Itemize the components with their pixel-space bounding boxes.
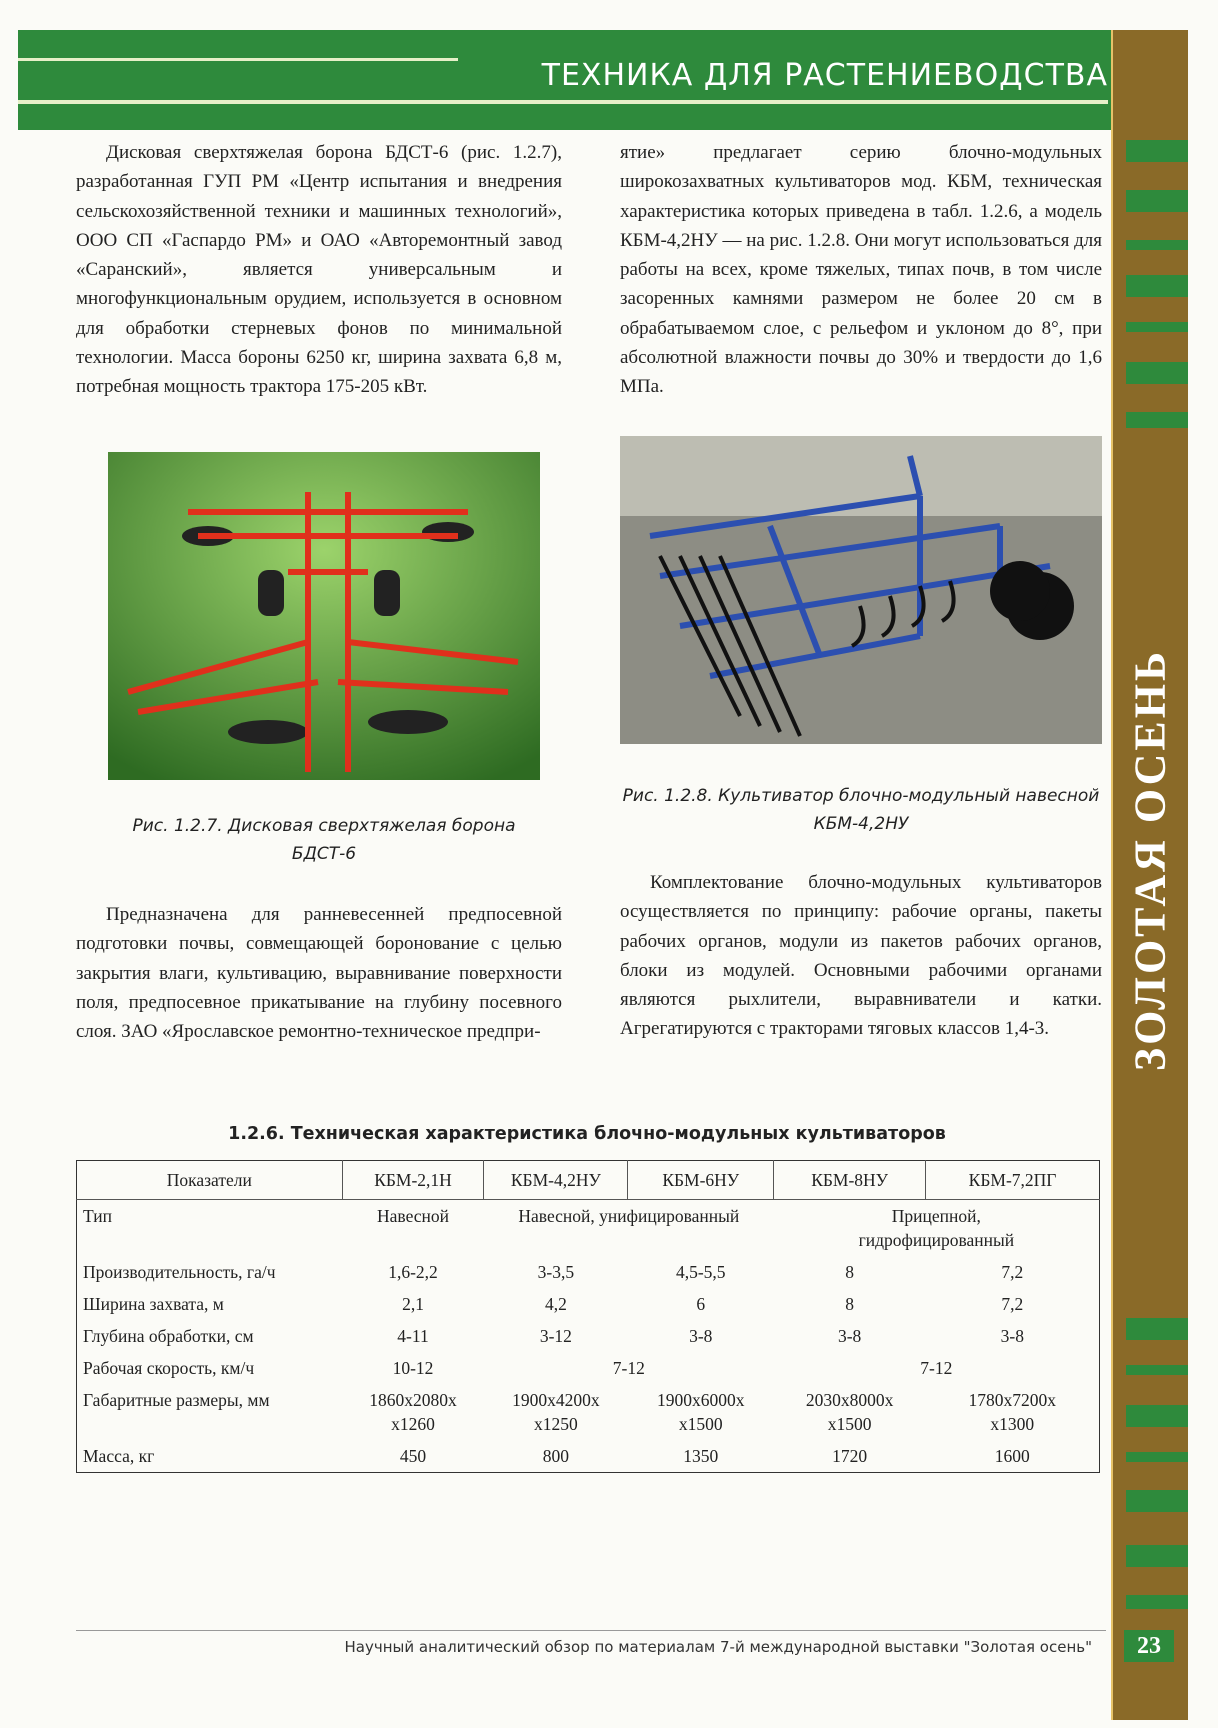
footer-text: Научный аналитический обзор по материалам 7-й международной выставки "Золотая осень": [344, 1638, 1092, 1656]
rail-block: [1126, 1595, 1188, 1609]
table-cell: 1600: [994, 1446, 1030, 1466]
table-cell: 4,5-5,5: [675, 1262, 726, 1282]
table-header-row: [77, 1161, 1100, 1200]
rail-block: [1126, 1452, 1188, 1462]
table-row: [77, 1288, 1100, 1320]
header-stripe: [18, 58, 458, 61]
table-cell: 7,2: [1001, 1294, 1024, 1314]
rail-block: [1126, 362, 1188, 384]
right-paragraph-2: Комплектование блочно-модульных культиваторов осуществляется по принципу: рабочие органы, пакеты рабочих органов, модули из пакетов рабочих органов, блоки из модулей. Основными рабочими органами являются рыхлители, выравниватели и катки. Агрегатируются с тракторами тяговых классов 1,4-3.: [620, 872, 1102, 1040]
table-cell: 4-11: [397, 1326, 429, 1346]
table-cell: Навесной, унифицированный: [518, 1206, 740, 1226]
table-cell: Прицепной, гидрофицированный: [858, 1206, 1015, 1250]
table-header: КБМ-6НУ: [628, 1161, 774, 1200]
harrow-caption: Рис. 1.2.7. Дисковая сверхтяжелая борона БДСТ-6: [132, 816, 516, 864]
table-cell: 4,2: [544, 1294, 567, 1314]
table-cell: 800: [542, 1446, 570, 1466]
right-paragraph-1: ятие» предлагает серию блочно-модульных широкозахватных культиваторов мод. КБМ, техническая характеристика которых приведена в табл. 1.2.6, а модель КБМ-4,2НУ — на рис. 1.2.8. Они могут использоваться для работы на всех, кроме тяжелых, типах почв, в том числе засоренных камнями размером не более 20 см в обрабатываемом слое, с рельефом и уклоном до 8°, при абсолютной влажности почвы до 30% и твердости до 1,6 МПа.: [620, 142, 1102, 398]
table-row: [77, 1384, 1100, 1440]
table-cell: 450: [399, 1446, 427, 1466]
rail-block: [1126, 412, 1188, 428]
table-cell: 3-12: [539, 1326, 572, 1346]
table-cell: 10-12: [392, 1358, 434, 1378]
table-cell: 1350: [683, 1446, 719, 1466]
cultivator-photo: [620, 436, 1102, 744]
table-cell: 7,2: [1001, 1262, 1024, 1282]
table-row: [77, 1200, 1100, 1257]
table-row: [77, 1256, 1100, 1288]
rail-block: [1126, 1545, 1188, 1567]
table-header: Показатели: [77, 1161, 343, 1200]
table-cell: 3-8: [689, 1326, 713, 1346]
cultivator-caption: Рис. 1.2.8. Культиватор блочно-модульный навесной КБМ-4,2НУ: [622, 786, 1100, 834]
table-header: КБМ-8НУ: [774, 1161, 926, 1200]
table-cell: 6: [696, 1294, 706, 1314]
harrow-photo: [108, 452, 540, 780]
rail-block: [1126, 1405, 1188, 1427]
table-row: [77, 1440, 1100, 1473]
rail-block: [1126, 275, 1188, 297]
table-cell: 3-8: [837, 1326, 862, 1346]
table-cell: 1900х4200х х1250: [512, 1390, 600, 1434]
header-stripe: [18, 100, 1108, 104]
row-label: Масса, кг: [83, 1446, 155, 1466]
page-number: 23: [1124, 1630, 1174, 1662]
row-label: Рабочая скорость, км/ч: [83, 1358, 255, 1378]
footer-line: [76, 1630, 1106, 1631]
table-cell: 1720: [832, 1446, 868, 1466]
table-title: 1.2.6. Техническая характеристика блочно-модульных культиваторов: [228, 1124, 946, 1144]
table-cell: 1900х6000х х1500: [657, 1390, 745, 1434]
table-cell: Навесной: [377, 1206, 450, 1226]
table-cell: 2,1: [402, 1294, 424, 1314]
table-cell: 7-12: [920, 1358, 953, 1378]
rail-block: [1126, 1490, 1188, 1512]
row-label: Тип: [83, 1206, 112, 1226]
table-cell: 8: [845, 1262, 854, 1282]
table-cell: 2030х8000х х1500: [805, 1390, 894, 1434]
section-title: ТЕХНИКА ДЛЯ РАСТЕНИЕВОДСТВА: [541, 58, 1108, 93]
table-header: КБМ-7,2ПГ: [926, 1161, 1100, 1200]
table-row: [77, 1320, 1100, 1352]
rail-title: ЗОЛОТАЯ ОСЕНЬ: [1125, 648, 1175, 1072]
row-label: Ширина захвата, м: [83, 1294, 224, 1314]
rail-block: [1126, 1318, 1188, 1340]
left-paragraph-1: Дисковая сверхтяжелая борона БДСТ-6 (рис. 1.2.7), разработанная ГУП РМ «Центр испытания и внедрения сельскохозяйственной техники и машинных технологий», ООО СП «Гаспардо РМ» и ОАО «Авторемонтный завод «Саранский», является универсальным и многофункциональным орудием, используется в основном для обработки стерневых фонов по минимальной технологии. Масса бороны 6250 кг, ширина захвата 6,8 м, потребная мощность трактора 175-205 кВт.: [76, 142, 562, 398]
table-cell: 1860х2080х х1260: [369, 1390, 457, 1434]
row-label: Глубина обработки, см: [83, 1326, 254, 1346]
table-row: [77, 1352, 1100, 1384]
rail-divider: [1111, 30, 1113, 1720]
rail-block: [1126, 240, 1188, 250]
table-cell: 1,6-2,2: [388, 1262, 438, 1282]
row-label: Производительность, га/ч: [83, 1262, 276, 1282]
table-cell: 1780х7200х х1300: [968, 1390, 1057, 1434]
row-label: Габаритные размеры, мм: [83, 1390, 270, 1410]
table-cell: 7-12: [612, 1358, 645, 1378]
rail-block: [1126, 322, 1188, 332]
table-cell: 3-8: [1000, 1326, 1024, 1346]
rail-block: [1126, 140, 1188, 162]
left-paragraph-2: Предназначена для ранневесенней предпосевной подготовки почвы, совмещающей боронование с целью закрытия влаги, культивацию, выравнивание поверхности поля, предпосевное прикатывание на глубину посевного слоя. ЗАО «Ярославское ремонтно-техническое предпри-: [76, 904, 562, 1043]
table-header: КБМ-4,2НУ: [484, 1161, 628, 1200]
rail-block: [1126, 1365, 1188, 1375]
table-header: КБМ-2,1Н: [342, 1161, 484, 1200]
table-cell: 8: [845, 1294, 854, 1314]
spec-table: [76, 1160, 1100, 1473]
table-cell: 3-3,5: [537, 1262, 575, 1282]
rail-block: [1126, 190, 1188, 212]
